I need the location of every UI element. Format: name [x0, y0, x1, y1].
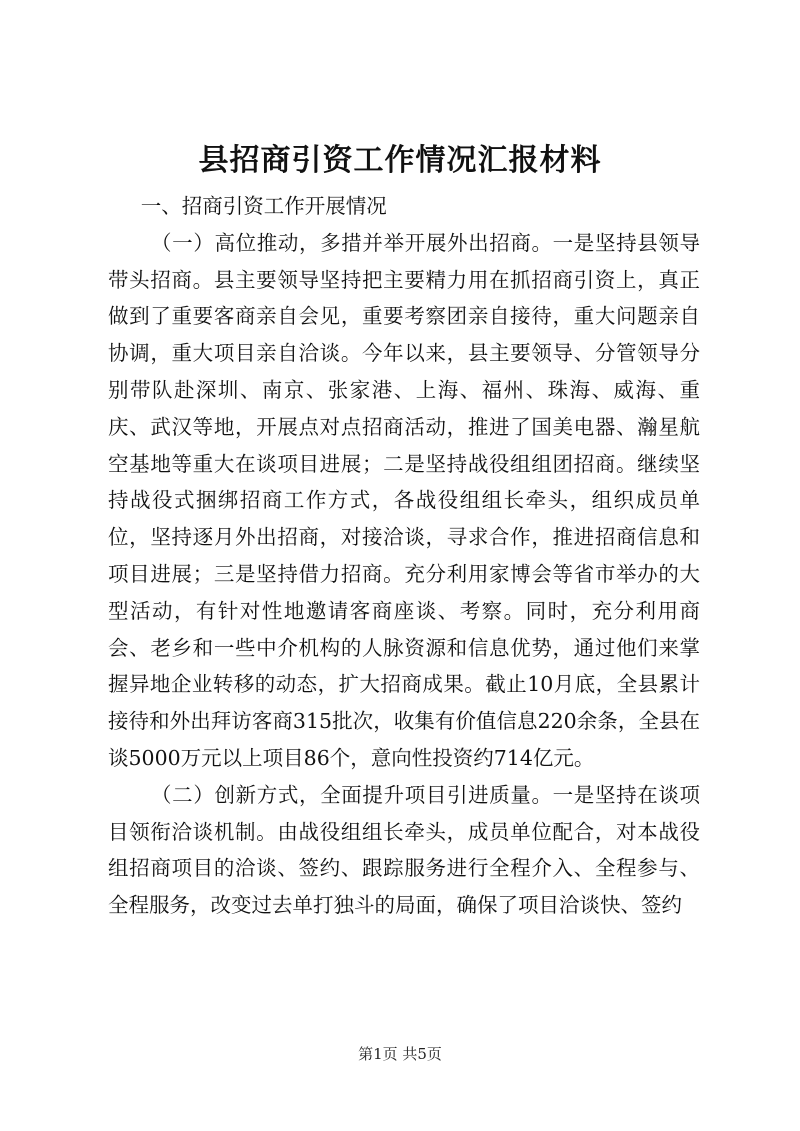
paragraph-2: （二）创新方式，全面提升项目引进质量。一是坚持在谈项目领衔洽谈机制。由战役组组长牵头，成员单位配合，对本战役组招商项目的洽谈、签约、跟踪服务进行全程介入、全程参与、全程服务，改变过去单打独斗的局面，确保了项目洽谈快、签约 [108, 782, 700, 918]
section-heading: 一、招商引资工作开展情况 [140, 194, 387, 218]
document-title: 县招商引资工作情况汇报材料 [198, 143, 602, 178]
page-number: 第1页 共5页 [358, 1045, 442, 1063]
document-body [108, 188, 700, 924]
paragraph-1: （一）高位推动，多措并举开展外出招商。一是坚持县领导带头招商。县主要领导坚持把主要精力用在抓招商引资上，真正做到了重要客商亲自会见，重要考察团亲自接待，重大问题亲自协调，重大项目亲自洽谈。今年以来，县主要领导、分管领导分别带队赴深圳、南京、张家港、上海、福州、珠海、威海、重庆、武汉等地，开展点对点招商活动，推进了国美电器、瀚星航空基地等重大在谈项目进展；二是坚持战役组组团招商。继续坚持战役式捆绑招商工作方式，各战役组组长牵头，组织成员单位，坚持逐月外出招商，对接洽谈，寻求合作，推进招商信息和项目进展；三是坚持借力招商。充分利用家博会等省市举办的大型活动，有针对性地邀请客商座谈、考察。同时，充分利用商会、老乡和一些中介机构的人脉资源和信息优势，通过他们来掌握异地企业转移的动态，扩大招商成果。截止10月底，全县累计接待和外出拜访客商315批次，收集有价值信息220余条，全县在谈5000万元以上项目86个，意向性投资约714亿元。 [108, 230, 700, 770]
